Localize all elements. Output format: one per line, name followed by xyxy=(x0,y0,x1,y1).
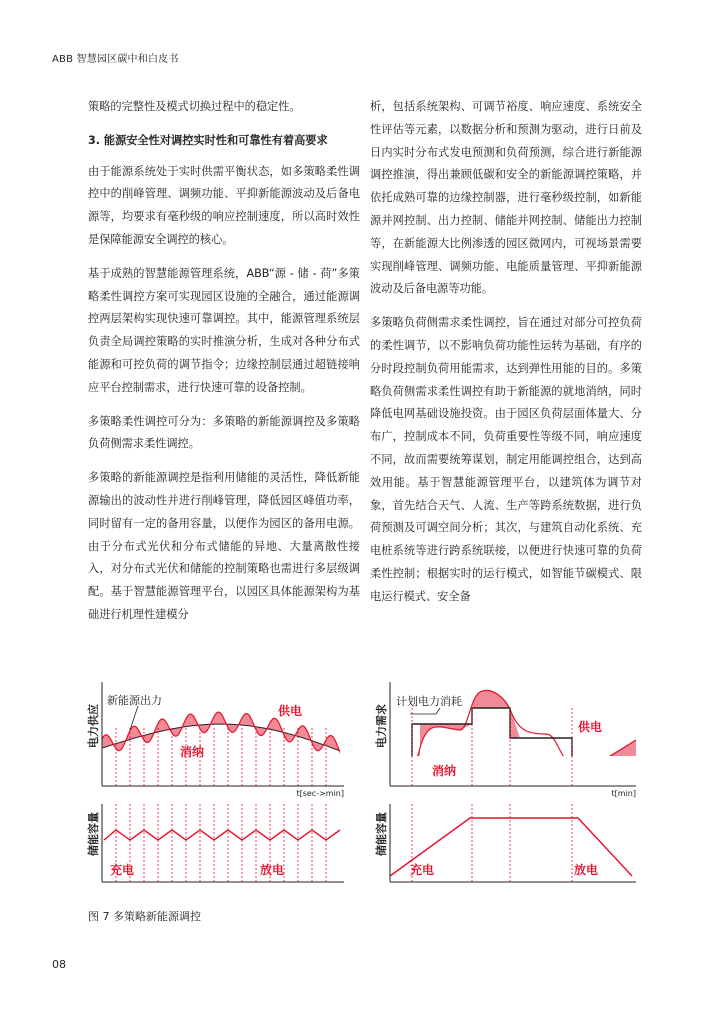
figure-caption: 图 7 多策略新能源调控 xyxy=(88,910,201,923)
right-ylabel-top: 电力需求 xyxy=(375,704,388,748)
left-ylabel-top: 电力供应 xyxy=(87,704,100,748)
left-heading: 3. 能源安全性对调控实时性和可靠性有着高要求 xyxy=(88,133,328,147)
right-callout-line xyxy=(410,708,440,714)
left-paragraph: 由于能源系统处于实时供需平衡状态，如多策略柔性调控中的削峰管理、调频功能、平抑新能源波动及后备电源等，均要求有毫秒级的响应控制速度，所以高时效性是保障能源安全调控的核心。 xyxy=(88,164,360,246)
right-discharge-label: 放电 xyxy=(574,863,599,877)
left-supply-label: 供电 xyxy=(278,704,303,718)
page-header: ABB 智慧园区碳中和白皮书 xyxy=(52,54,179,65)
right-text-column xyxy=(370,96,642,620)
figure-multi-strategy xyxy=(0,668,724,908)
right-absorb-label: 消纳 xyxy=(432,764,457,778)
right-charge-label: 充电 xyxy=(410,863,435,877)
left-ylabel-bottom: 储能容量 xyxy=(87,812,100,856)
right-ylabel-bottom: 储能容量 xyxy=(375,812,388,856)
left-discharge-label: 放电 xyxy=(260,863,285,877)
right-supply-label: 供电 xyxy=(578,720,603,734)
right-chart xyxy=(374,682,636,882)
right-time-label: t[min] xyxy=(611,789,636,798)
left-storage-line xyxy=(104,830,340,840)
left-absorb-label: 消纳 xyxy=(180,745,205,759)
left-paragraph: 基于成熟的智慧能源管理系统，ABB“源 - 储 - 荷”多策略柔性调控方案可实现园区设施的全融合，通过能源调控两层架构实现快速可靠调控。其中，能源管理系统层负责全局调控策略的实时推演分析，生成对各种分布式能源和可控负荷的调节指令；边缘控制层通过超链接响应平台控制需求，进行快速可靠的设备控制。 xyxy=(88,266,360,394)
right-paragraph: 析，包括系统架构、可调节裕度、响应速度、系统安全性评估等元素，以数据分析和预测为驱动，进行日前及日内实时分布式发电预测和负荷预测，综合进行新能源调控推演，得出兼顾低碳和安全的新能源调控策略，并依托成熟可靠的边缘控制器，进行毫秒级控制，如新能源并网控制、出力控制、储能并网控制、储能出力控制等，在新能源大比例渗透的园区微网内，可视场景需要实现削峰管理、调频功能、电能质量管理、平抑新能源波动及后备电源等功能。 xyxy=(370,100,642,296)
left-time-label: t[sec->min] xyxy=(296,789,344,798)
left-chart xyxy=(86,682,344,882)
left-paragraph: 多策略柔性调控可分为：多策略的新能源调控及多策略负荷侧需求柔性调控。 xyxy=(88,414,360,451)
left-series-label: 新能源出力 xyxy=(107,694,162,707)
left-charge-label: 充电 xyxy=(110,863,135,877)
page-number: 08 xyxy=(52,958,66,971)
left-text-column xyxy=(88,96,360,638)
left-paragraph: 多策略的新能源调控是指利用储能的灵活性，降低新能源输出的波动性并进行削峰管理，降低园区峰值功率，同时留有一定的备用容量，以便作为园区的备用电源。由于分布式光伏和分布式储能的异地、大量离散性接入，对分布式光伏和储能的控制策略也需进行多层级调配。基于智慧能源管理平台，以园区具体能源架构为基础进行机理性建模分 xyxy=(88,471,360,621)
left-supply-area xyxy=(102,712,342,757)
left-paragraph: 策略的完整性及模式切换过程中的稳定性。 xyxy=(88,100,301,113)
right-paragraph: 多策略负荷侧需求柔性调控，旨在通过对部分可控负荷的柔性调节，以不影响负荷功能性运转为基础，有序的分时段控制负荷用能需求，达到弹性用能的目的。多策略负荷侧需求柔性调控有助于新能源的就地消纳，同时降低电网基础设施投资。由于园区负荷层面体量大、分布广，控制成本不同，负荷重要性等级不同，响应速度不同，故而需要统筹谋划，制定用能调控组合，达到高效用能。基于智慧能源管理平台，以建筑体为调节对象，首先结合天气、人流、生产等跨系统数据，进行负荷预测及可调空间分析；其次，与建筑自动化系统、充电桩系统等进行跨系统联接，以便进行快速可靠的负荷柔性控制；根据实时的运行模式，如智能节碳模式、限电运行模式、安全备 xyxy=(370,316,642,603)
right-series-label: 计划电力消耗 xyxy=(396,695,462,708)
